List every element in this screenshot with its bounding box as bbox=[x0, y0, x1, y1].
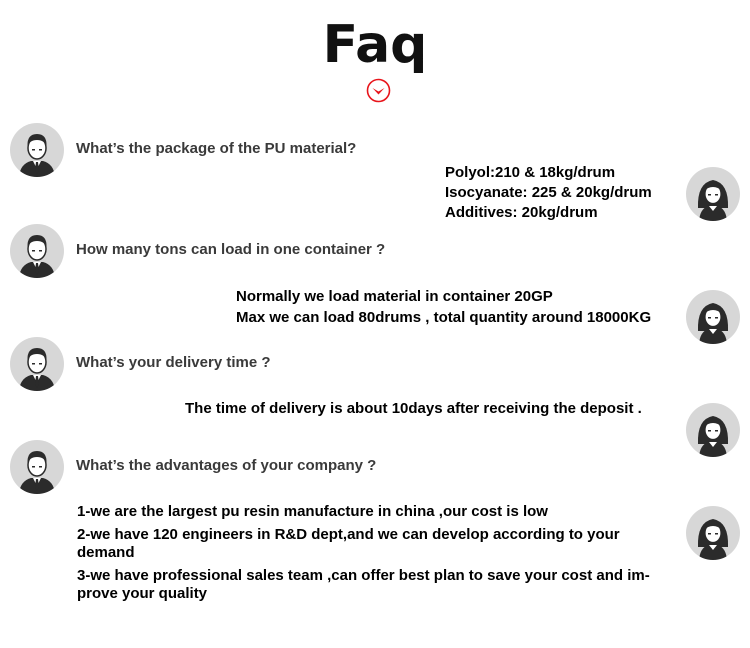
faq-question: What’s the package of the PU material? bbox=[76, 140, 357, 157]
answer-line: 1-we are the largest pu resin manufacture in china ,our cost is low bbox=[77, 503, 548, 520]
man-avatar-icon bbox=[10, 224, 64, 278]
woman-avatar-icon bbox=[686, 290, 740, 344]
answer-line: The time of delivery is about 10days after receiving the deposit . bbox=[185, 400, 642, 417]
chevron-down-icon bbox=[366, 78, 391, 103]
answer-line: Additives: 20kg/drum bbox=[445, 204, 598, 221]
faq-question: What’s your delivery time ? bbox=[76, 354, 271, 371]
faq-answer bbox=[445, 163, 652, 223]
answer-line: 2-we have 120 engineers in R&D dept,and we can develop according to your demand bbox=[77, 526, 620, 561]
page-title: Faq bbox=[322, 15, 428, 75]
man-avatar-icon bbox=[10, 123, 64, 177]
faq-question: What’s the advantages of your company ? bbox=[76, 457, 377, 474]
answer-line: Polyol:210 & 18kg/drum bbox=[445, 164, 616, 181]
answer-line: Normally we load material in container 20GP bbox=[236, 288, 553, 305]
faq-answer bbox=[185, 399, 642, 419]
answer-line: Max we can load 80drums , total quantity around 18000KG bbox=[236, 309, 652, 326]
man-avatar-icon bbox=[10, 337, 64, 391]
faq-question: How many tons can load in one container ? bbox=[76, 241, 386, 258]
faq-answer bbox=[77, 503, 677, 608]
faq-answer bbox=[236, 286, 651, 328]
woman-avatar-icon bbox=[686, 403, 740, 457]
man-avatar-icon bbox=[10, 440, 64, 494]
answer-line: Isocyanate: 225 & 20kg/drum bbox=[445, 184, 652, 201]
answer-line: 3-we have professional sales team ,can offer best plan to save your cost and im-prove your quality bbox=[77, 567, 650, 602]
woman-avatar-icon bbox=[686, 167, 740, 221]
woman-avatar-icon bbox=[686, 506, 740, 560]
